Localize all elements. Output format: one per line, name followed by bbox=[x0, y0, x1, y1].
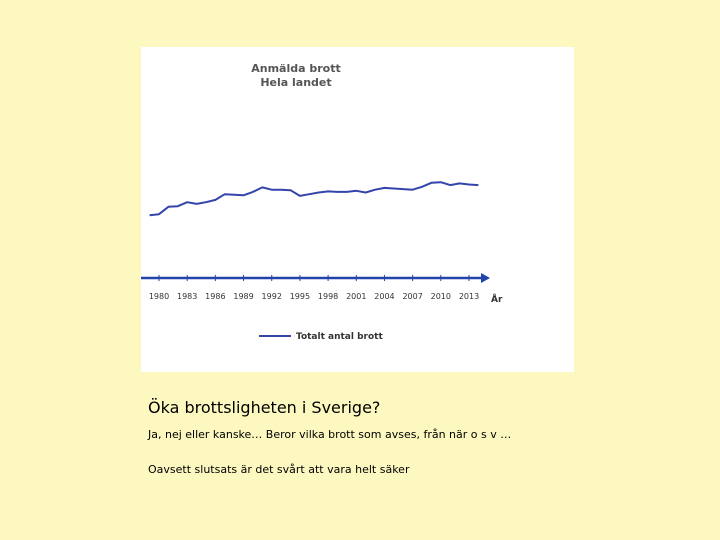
line-chart bbox=[141, 47, 574, 372]
question-heading: Öka brottsligheten i Sverige? bbox=[148, 398, 381, 417]
x-tick-label: 1998 bbox=[317, 292, 339, 301]
chart-panel bbox=[141, 47, 574, 372]
series-layer bbox=[150, 182, 479, 215]
x-tick-label: 1995 bbox=[289, 292, 311, 301]
x-tick-label: 2007 bbox=[402, 292, 423, 301]
x-tick-label: 1986 bbox=[205, 292, 226, 301]
chart-subtitle: Hela landet bbox=[260, 76, 332, 89]
x-tick-label: 2004 bbox=[374, 292, 395, 301]
conclusion-text: Oavsett slutsats är det svårt att vara helt säker bbox=[148, 463, 410, 476]
x-axis-label: År bbox=[491, 295, 503, 305]
x-tick-label: 2001 bbox=[346, 292, 367, 301]
chart-title: Anmälda brott bbox=[251, 62, 341, 75]
x-tick-label: 2013 bbox=[458, 292, 480, 301]
x-tick-label: 1992 bbox=[261, 292, 282, 301]
x-tick-label: 1980 bbox=[148, 292, 170, 301]
answer-text: Ja, nej eller kanske… Beror vilka brott som avses, från när o s v … bbox=[148, 428, 512, 441]
x-tick-label: 1989 bbox=[233, 292, 254, 301]
x-axis-arrowhead bbox=[481, 273, 490, 283]
x-tick-label: 2010 bbox=[430, 292, 451, 301]
x-tick-label: 1983 bbox=[177, 292, 198, 301]
series-line-0 bbox=[150, 182, 479, 215]
legend-label: Totalt antal brott bbox=[296, 332, 383, 342]
